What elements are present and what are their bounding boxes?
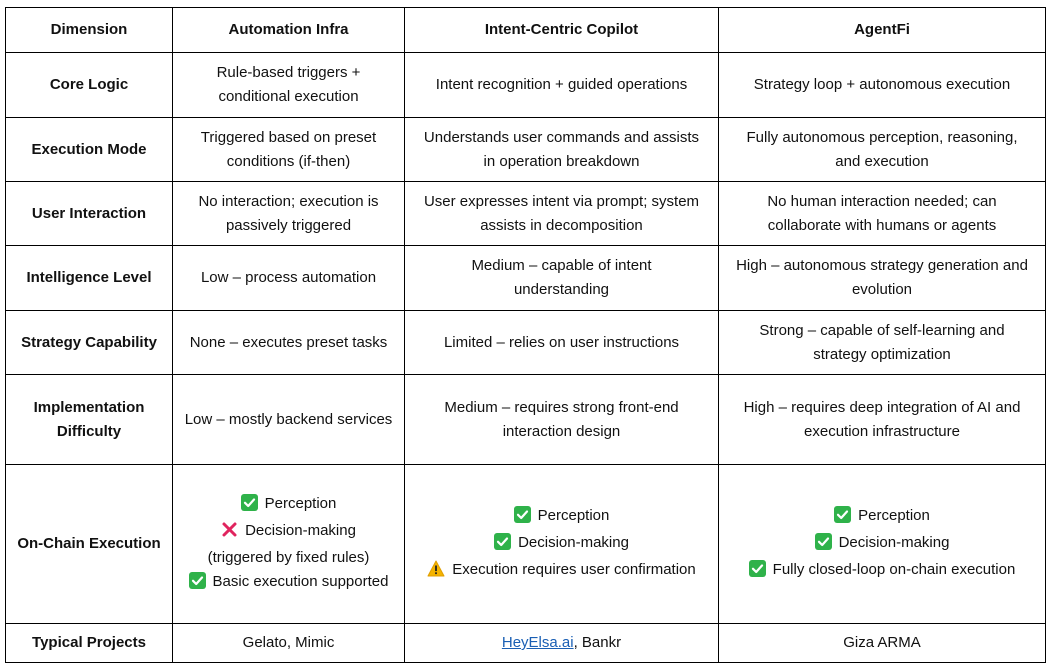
- cell-agentfi: High – autonomous strategy generation and evolution: [719, 246, 1046, 311]
- row-label: On-Chain Execution: [6, 465, 173, 624]
- cell-automation-infra: Low – process automation: [173, 246, 405, 311]
- row-label: Implementation Difficulty: [6, 375, 173, 465]
- cell-intent-copilot: Perception Decision-making Execution requires user confirmation: [405, 465, 719, 624]
- cell-automation-infra: Rule-based triggers + conditional execution: [173, 53, 405, 118]
- cell-intent-copilot: Medium – capable of intent understanding: [405, 246, 719, 311]
- cell-automation-infra: Gelato, Mimic: [173, 624, 405, 663]
- heyelsa-link[interactable]: HeyElsa.ai: [501, 634, 574, 651]
- check-icon: [749, 560, 766, 585]
- cell-intent-copilot: HeyElsa.ai, Bankr: [405, 624, 719, 663]
- cell-agentfi: Perception Decision-making Fully closed-loop on-chain execution: [719, 465, 1046, 624]
- header-automation-infra: Automation Infra: [173, 8, 405, 53]
- table-row-typical-projects: [6, 624, 1046, 663]
- table-row-implementation-difficulty: [6, 375, 1046, 465]
- cell-automation-infra: None – executes preset tasks: [173, 311, 405, 375]
- row-label: Typical Projects: [6, 624, 173, 663]
- table-row-execution-mode: [6, 118, 1046, 182]
- cell-agentfi: Fully autonomous perception, reasoning, and execution: [719, 118, 1046, 182]
- header-dimension: Dimension: [6, 8, 173, 53]
- header-intent-centric-copilot: Intent-Centric Copilot: [405, 8, 719, 53]
- check-icon: [494, 533, 511, 558]
- row-label: Intelligence Level: [6, 246, 173, 311]
- check-icon: [815, 533, 832, 558]
- cell-agentfi: Giza ARMA: [719, 624, 1046, 663]
- row-label: User Interaction: [6, 182, 173, 246]
- row-label: Core Logic: [6, 53, 173, 118]
- cell-intent-copilot: Understands user commands and assists in operation breakdown: [405, 118, 719, 182]
- header-agentfi: AgentFi: [719, 8, 1046, 53]
- row-label: Strategy Capability: [6, 311, 173, 375]
- row-label: Execution Mode: [6, 118, 173, 182]
- cell-intent-copilot: User expresses intent via prompt; system assists in decomposition: [405, 182, 719, 246]
- cell-intent-copilot: Intent recognition + guided operations: [405, 53, 719, 118]
- cell-intent-copilot: Limited – relies on user instructions: [405, 311, 719, 375]
- cell-intent-copilot: Medium – requires strong front-end interaction design: [405, 375, 719, 465]
- table-row-intelligence-level: [6, 246, 1046, 311]
- check-icon: [241, 494, 258, 519]
- check-icon: [514, 506, 531, 531]
- table-row-core-logic: [6, 53, 1046, 118]
- check-icon: [189, 572, 206, 597]
- comparison-table: [5, 7, 1046, 663]
- table-row-on-chain-execution: [6, 465, 1046, 624]
- cell-agentfi: No human interaction needed; can collaborate with humans or agents: [719, 182, 1046, 246]
- warning-icon: [427, 560, 445, 585]
- table-row-strategy-capability: [6, 311, 1046, 375]
- table-row-user-interaction: [6, 182, 1046, 246]
- cell-agentfi: High – requires deep integration of AI and execution infrastructure: [719, 375, 1046, 465]
- cell-automation-infra: Triggered based on preset conditions (if-then): [173, 118, 405, 182]
- cell-automation-infra: Low – mostly backend services: [173, 375, 405, 465]
- cell-automation-infra: Perception Decision-making (triggered by fixed rules) Basic execution supported: [173, 465, 405, 624]
- cell-agentfi: Strategy loop + autonomous execution: [719, 53, 1046, 118]
- check-icon: [834, 506, 851, 531]
- cell-agentfi: Strong – capable of self-learning and strategy optimization: [719, 311, 1046, 375]
- header-row: [6, 8, 1046, 53]
- cell-automation-infra: No interaction; execution is passively triggered: [173, 182, 405, 246]
- cross-icon: [221, 521, 238, 546]
